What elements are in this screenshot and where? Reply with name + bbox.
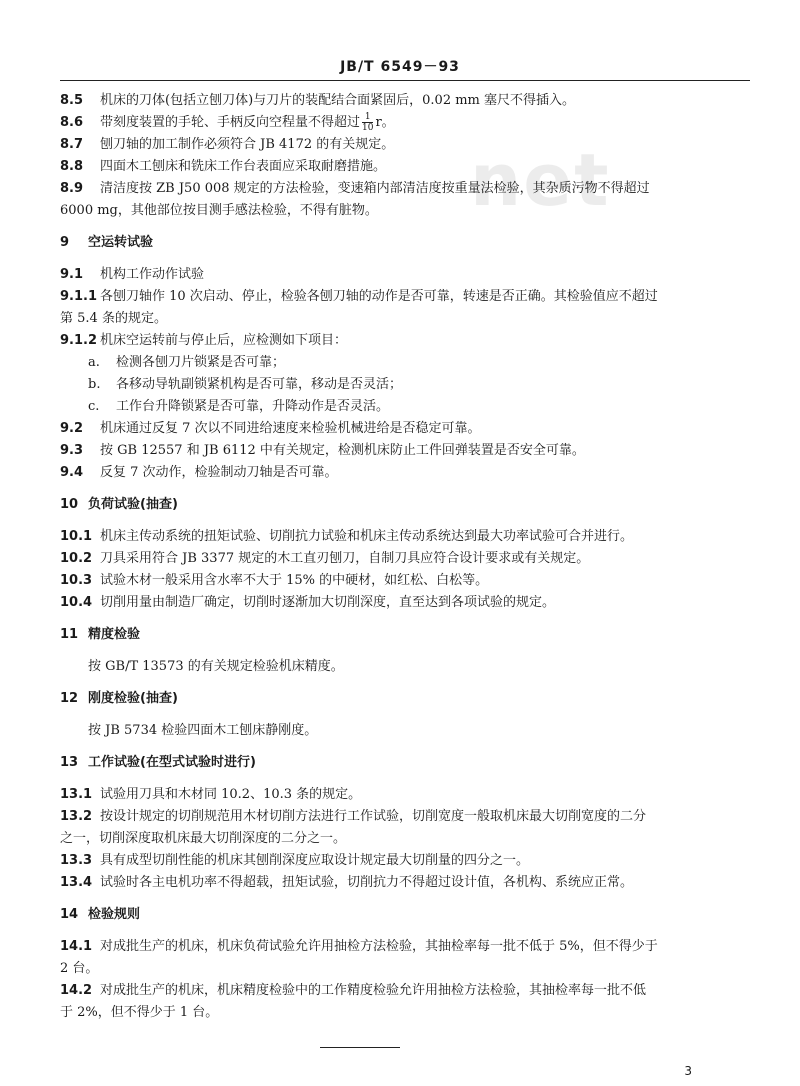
clause-8-7: 8.7 刨刀轴的加工制作必须符合 JB 4172 的有关规定。 <box>60 137 395 152</box>
document-body <box>60 90 744 1024</box>
clause-14-2-cont: 于 2%，但不得少于 1 台。 <box>60 1005 219 1020</box>
clause-9-1-1-cont: 第 5.4 条的规定。 <box>60 311 167 326</box>
clause-10-1: 10.1 机床主传动系统的扭矩试验、切削抗力试验和机床主传动系统达到最大功率试验可合并进行。 <box>60 529 634 544</box>
clause-14-1: 14.1 对成批生产的机床，机床负荷试验允许用抽检方法检验，其抽检率每一批不低于 5%，但不得少于 <box>60 939 658 954</box>
list-item: a. 检测各刨刀片锁紧是否可靠； <box>88 355 286 370</box>
clause-13-4: 13.4 试验时各主电机功率不得超载，扭矩试验，切削抗力不得超过设计值，各机构、系统应正常。 <box>60 875 634 890</box>
section-heading-12: 12 刚度检验(抽查) <box>60 691 178 706</box>
clause-14-2: 14.2 对成批生产的机床，机床精度检验中的工作精度检验允许用抽检方法检验，其抽检率每一批不低 <box>60 983 647 998</box>
clause-9-1-2: 9.1.2 机床空运转前与停止后，应检测如下项目： <box>60 333 348 348</box>
clause-14-1-cont: 2 台。 <box>60 961 99 976</box>
section-heading-13: 13 工作试验(在型式试验时进行) <box>60 755 256 770</box>
clause-9-4: 9.4 反复 7 次动作，检验制动刀轴是否可靠。 <box>60 465 338 480</box>
clause-10-4: 10.4 切削用量由制造厂确定，切削时逐渐加大切削深度，直至达到各项试验的规定。 <box>60 595 556 610</box>
clause-9-1: 9.1 机构工作动作试验 <box>60 267 205 282</box>
clause-13-3: 13.3 具有成型切削性能的机床其刨削深度应取设计规定最大切削量的四分之一。 <box>60 853 530 868</box>
clause-9-1-1: 9.1.1 各刨刀轴作 10 次启动、停止，检验各刨刀轴的动作是否可靠，转速是否正确。其检验值应不超过 <box>60 289 658 304</box>
document-header: JB/T 6549－93 <box>340 59 460 75</box>
watermark: net <box>470 138 611 222</box>
list-item: c. 工作台升降锁紧是否可靠，升降动作是否灵活。 <box>88 399 390 414</box>
clause-8-9: 8.9 清洁度按 ZB J50 008 规定的方法检验，变速箱内部清洁度按重量法检验，其杂质污物不得超过 <box>60 181 650 196</box>
section-12-text: 按 JB 5734 检验四面木工刨床静刚度。 <box>88 723 318 738</box>
clause-13-2: 13.2 按设计规定的切削规范用木材切削方法进行工作试验，切削宽度一般取机床最大切削宽度的二分 <box>60 809 647 824</box>
clause-8-9-cont: 6000 mg，其他部位按目测手感法检验，不得有脏物。 <box>60 203 378 218</box>
section-heading-10: 10 负荷试验(抽查) <box>60 497 178 512</box>
clause-8-5: 8.5 机床的刀体(包括立刨刀体)与刀片的装配结合面紧固后，0.02 mm 塞尺不得插入。 <box>60 93 576 108</box>
section-heading-11: 11 精度检验 <box>60 627 141 642</box>
section-heading-9: 9 空运转试验 <box>60 235 154 250</box>
page-number: 3 <box>684 1064 692 1078</box>
clause-10-2: 10.2 刀具采用符合 JB 3377 规定的木工直刃刨刀，自制刀具应符合设计要求或有关规定。 <box>60 551 590 566</box>
header-rule <box>60 80 750 81</box>
clause-8-8: 8.8 四面木工刨床和铣床工作台表面应采取耐磨措施。 <box>60 159 387 174</box>
clause-8-6: 8.6 带刻度装置的手轮、手柄反向空程量不得超过 $\frac{1}{10}$ r。 <box>60 112 395 133</box>
footer-rule <box>320 1047 400 1048</box>
clause-10-3: 10.3 试验木材一般采用含水率不大于 15% 的中硬材，如红松、白松等。 <box>60 573 489 588</box>
section-11-text: 按 GB/T 13573 的有关规定检验机床精度。 <box>88 659 344 674</box>
clause-9-3: 9.3 按 GB 12557 和 JB 6112 中有关规定，检测机床防止工件回弹装置是否安全可靠。 <box>60 443 585 458</box>
section-heading-14: 14 检验规则 <box>60 907 141 922</box>
fraction: $\frac{1}{10}$ <box>362 112 374 133</box>
clause-13-1: 13.1 试验用刀具和木材同 10.2、10.3 条的规定。 <box>60 787 362 802</box>
clause-9-2: 9.2 机床通过反复 7 次以不同进给速度来检验机械进给是否稳定可靠。 <box>60 421 481 436</box>
list-item: b. 各移动导轨副锁紧机构是否可靠，移动是否灵活； <box>88 377 403 392</box>
clause-13-2-cont: 之一，切削深度取机床最大切削深度的二分之一。 <box>60 831 347 846</box>
